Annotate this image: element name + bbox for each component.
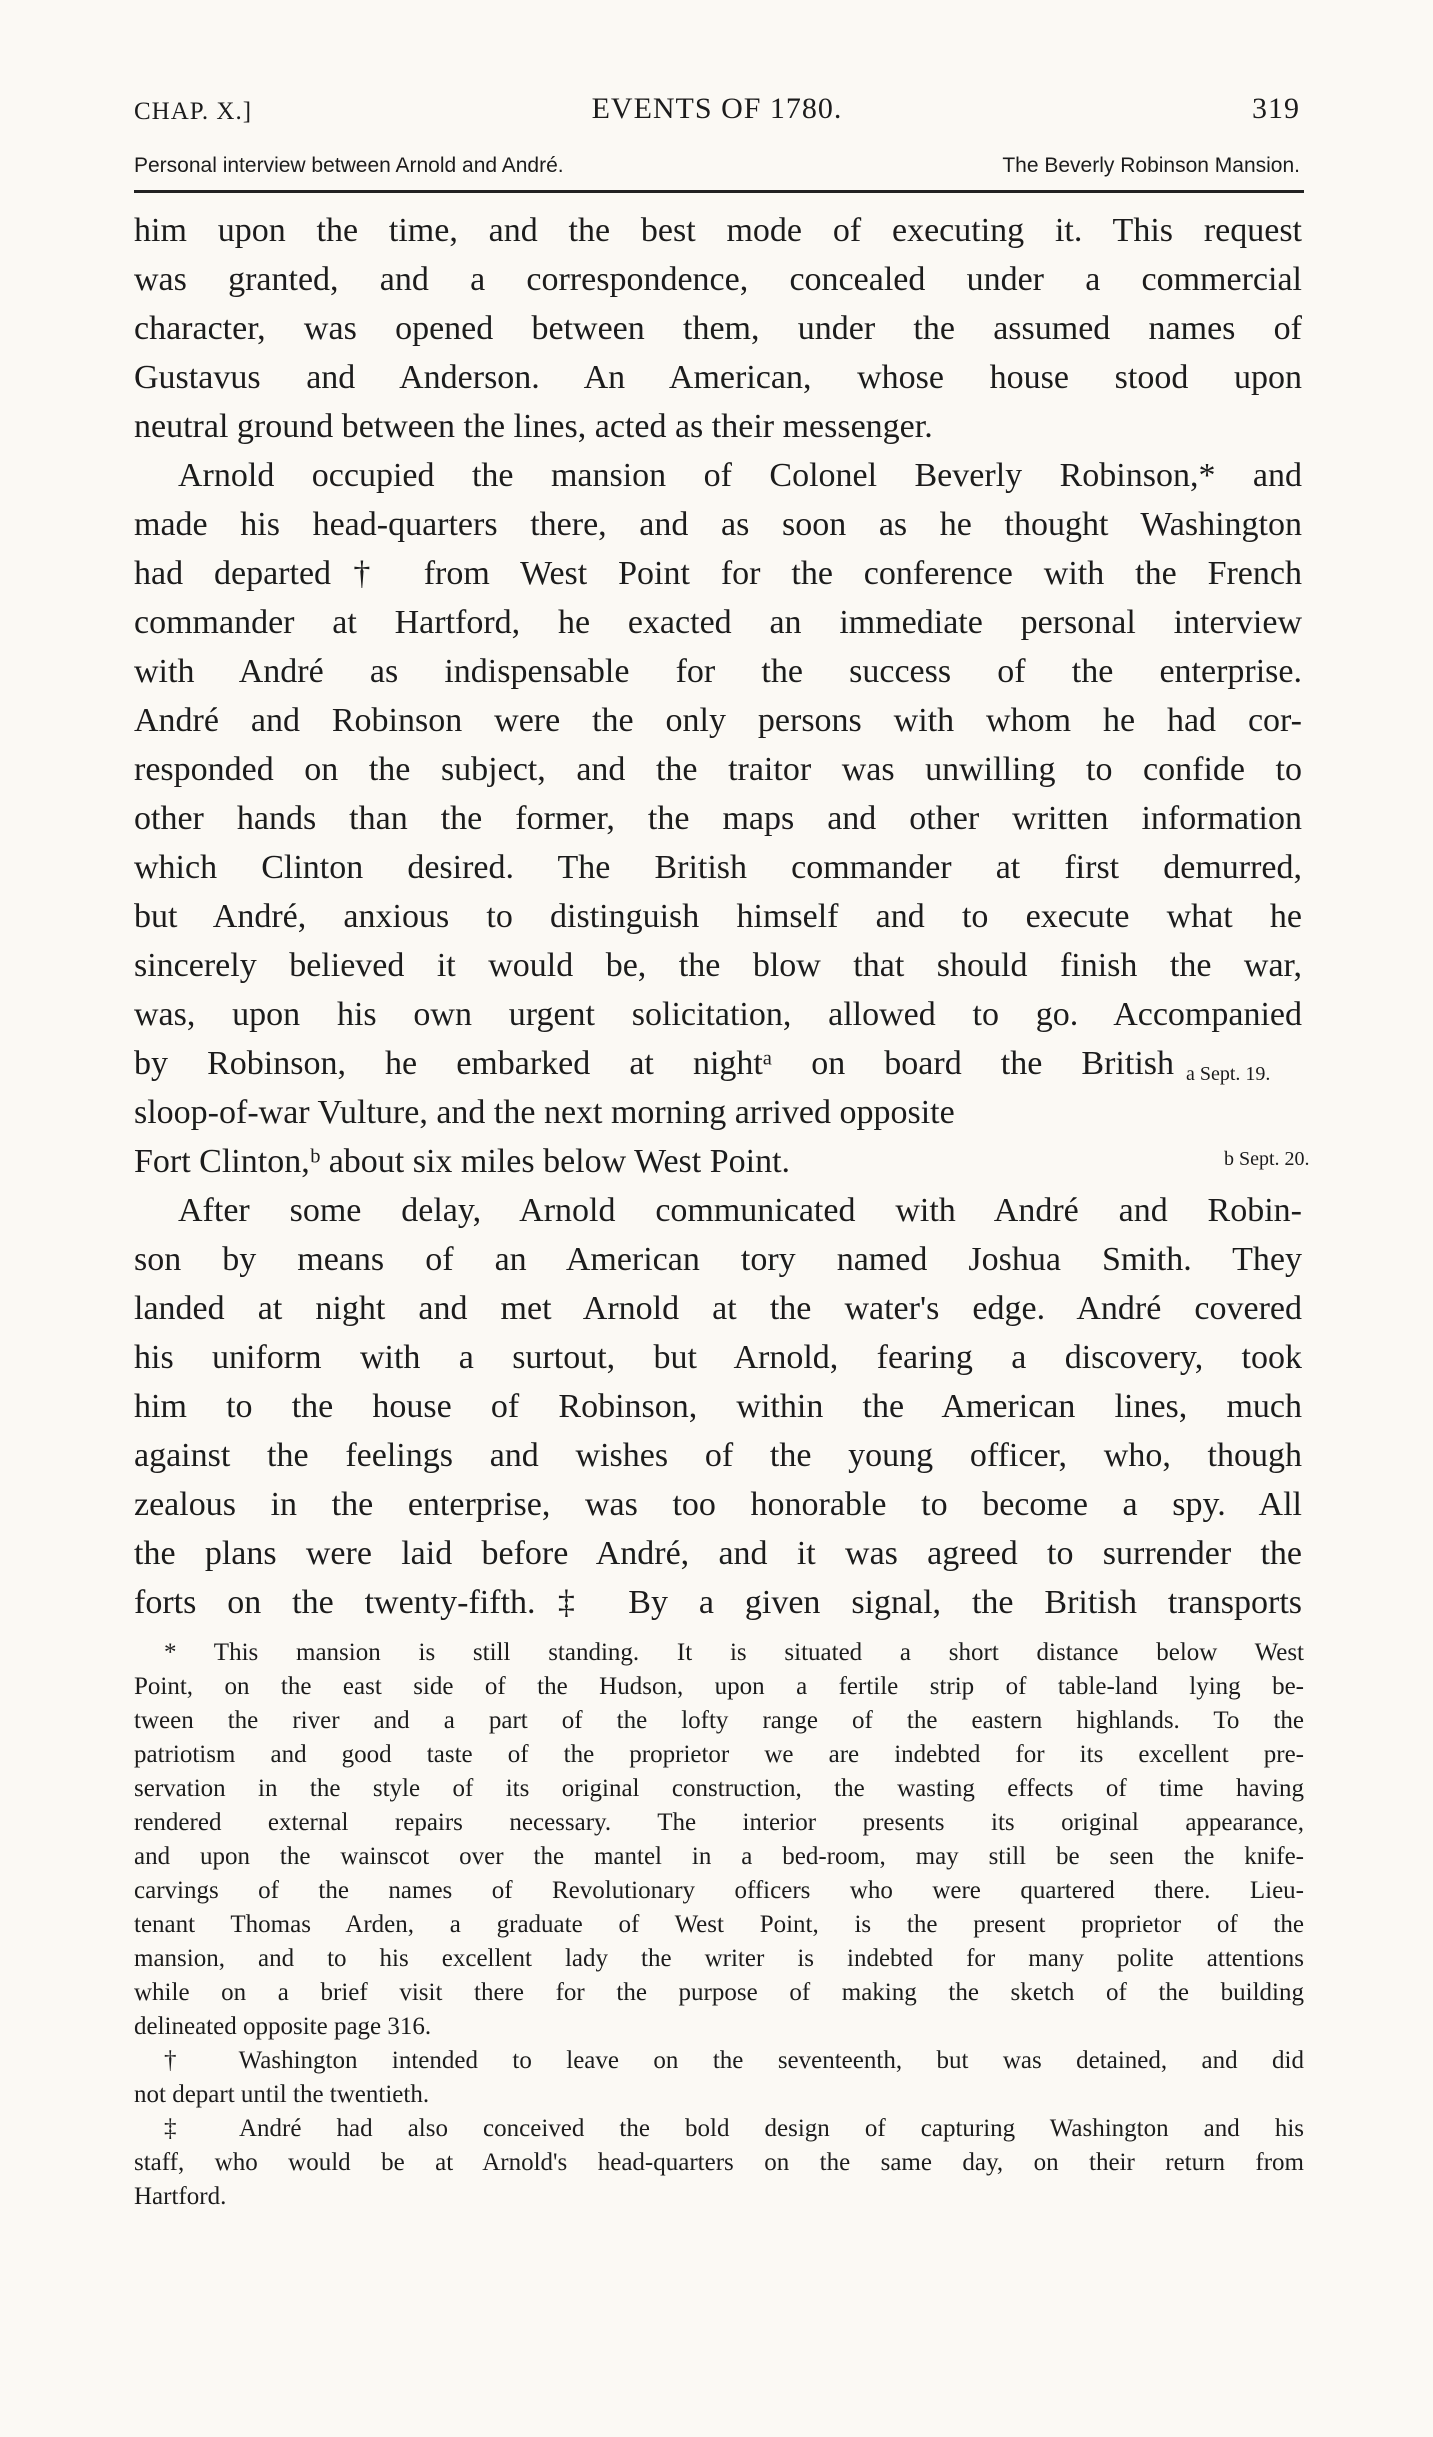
body-line: son by means of an American tory named Joshua Smith. They <box>134 1241 1302 1278</box>
body-line: other hands than the former, the maps and other written information <box>134 800 1302 837</box>
footnote-line: carvings of the names of Revolutionary officers who were quartered there. Lieu- <box>134 1877 1304 1904</box>
header-rule <box>134 190 1304 193</box>
body-line: André and Robinson were the only persons with whom he had cor- <box>134 702 1302 739</box>
footnote-line: rendered external repairs necessary. The interior presents its original appearance, <box>134 1809 1304 1836</box>
body-line: which Clinton desired. The British commander at first demurred, <box>134 849 1302 886</box>
footnote-line: tween the river and a part of the lofty range of the eastern highlands. To the <box>134 1707 1304 1734</box>
footnote-line: Point, on the east side of the Hudson, upon a fertile strip of table-land lying be- <box>134 1673 1304 1700</box>
footnote-line: Hartford. <box>134 2183 227 2210</box>
body-line: After some delay, Arnold communicated with André and Robin- <box>178 1192 1302 1229</box>
body-line: him upon the time, and the best mode of executing it. This request <box>134 212 1302 249</box>
body-line: Fort Clinton,ᵇ about six miles below West Point. <box>134 1143 791 1180</box>
body-line: but André, anxious to distinguish himself and to execute what he <box>134 898 1302 935</box>
running-head <box>134 92 1300 132</box>
body-line: responded on the subject, and the traitor was unwilling to confide to <box>134 751 1302 788</box>
footnote-line: delineated opposite page 316. <box>134 2013 432 2040</box>
body-line: sloop-of-war Vulture, and the next morning arrived opposite <box>134 1094 955 1131</box>
body-line: sincerely believed it would be, the blow that should finish the war, <box>134 947 1302 984</box>
body-line: commander at Hartford, he exacted an immediate personal interview <box>134 604 1302 641</box>
body-line: made his head-quarters there, and as soon as he thought Washington <box>134 506 1302 543</box>
footnote-line: † Washington intended to leave on the seventeenth, but was detained, and did <box>164 2047 1304 2074</box>
footnote-line: while on a brief visit there for the purpose of making the sketch of the building <box>134 1979 1304 2006</box>
footnote-line: ‡ André had also conceived the bold design of capturing Washington and his <box>164 2115 1304 2142</box>
footnote-line: * This mansion is still standing. It is situated a short distance below West <box>164 1639 1304 1666</box>
page-number: 319 <box>1252 92 1300 125</box>
body-line: landed at night and met Arnold at the water's edge. André covered <box>134 1290 1302 1327</box>
body-line: his uniform with a surtout, but Arnold, fearing a discovery, took <box>134 1339 1302 1376</box>
footnote-line: patriotism and good taste of the proprietor we are indebted for its excellent pre- <box>134 1741 1304 1768</box>
chapter-label: CHAP. X.] <box>134 98 253 125</box>
body-line: Arnold occupied the mansion of Colonel Beverly Robinson,* and <box>178 457 1302 494</box>
body-line: Gustavus and Anderson. An American, whose house stood upon <box>134 359 1302 396</box>
body-line: character, was opened between them, under the assumed names of <box>134 310 1302 347</box>
footnote-line: tenant Thomas Arden, a graduate of West Point, is the present proprietor of the <box>134 1911 1304 1938</box>
footnote-line: staff, who would be at Arnold's head-quarters on the same day, on their return from <box>134 2149 1304 2176</box>
body-line: with André as indispensable for the success of the enterprise. <box>134 653 1302 690</box>
body-line: forts on the twenty-fifth.‡ By a given signal, the British transports <box>134 1584 1302 1621</box>
body-line: was granted, and a correspondence, concealed under a commercial <box>134 261 1302 298</box>
right-subject: The Beverly Robinson Mansion. <box>1002 154 1300 177</box>
footnote-line: not depart until the twentieth. <box>134 2081 430 2108</box>
body-line: the plans were laid before André, and it was agreed to surrender the <box>134 1535 1302 1572</box>
body-line: him to the house of Robinson, within the American lines, much <box>134 1388 1302 1425</box>
margin-note-date: a Sept. 19. <box>1186 1063 1271 1085</box>
footnote-line: and upon the wainscot over the mantel in a bed-room, may still be seen the knife- <box>134 1843 1304 1870</box>
body-line: was, upon his own urgent solicitation, allowed to go. Accompanied <box>134 996 1302 1033</box>
footnote-line: servation in the style of its original construction, the wasting effects of time having <box>134 1775 1304 1802</box>
body-line: zealous in the enterprise, was too honorable to become a spy. All <box>134 1486 1302 1523</box>
body-line: by Robinson, he embarked at nightᵃ on board the British <box>134 1045 1174 1082</box>
margin-note-date: b Sept. 20. <box>1224 1148 1310 1170</box>
subject-heading <box>134 154 1300 182</box>
footnote-line: mansion, and to his excellent lady the writer is indebted for many polite attentions <box>134 1945 1304 1972</box>
body-line: had departed† from West Point for the conference with the French <box>134 555 1302 592</box>
page-title: EVENTS OF 1780. <box>591 92 843 125</box>
body-line: against the feelings and wishes of the young officer, who, though <box>134 1437 1302 1474</box>
body-line: neutral ground between the lines, acted as their messenger. <box>134 408 933 445</box>
left-subject: Personal interview between Arnold and André. <box>134 154 564 177</box>
